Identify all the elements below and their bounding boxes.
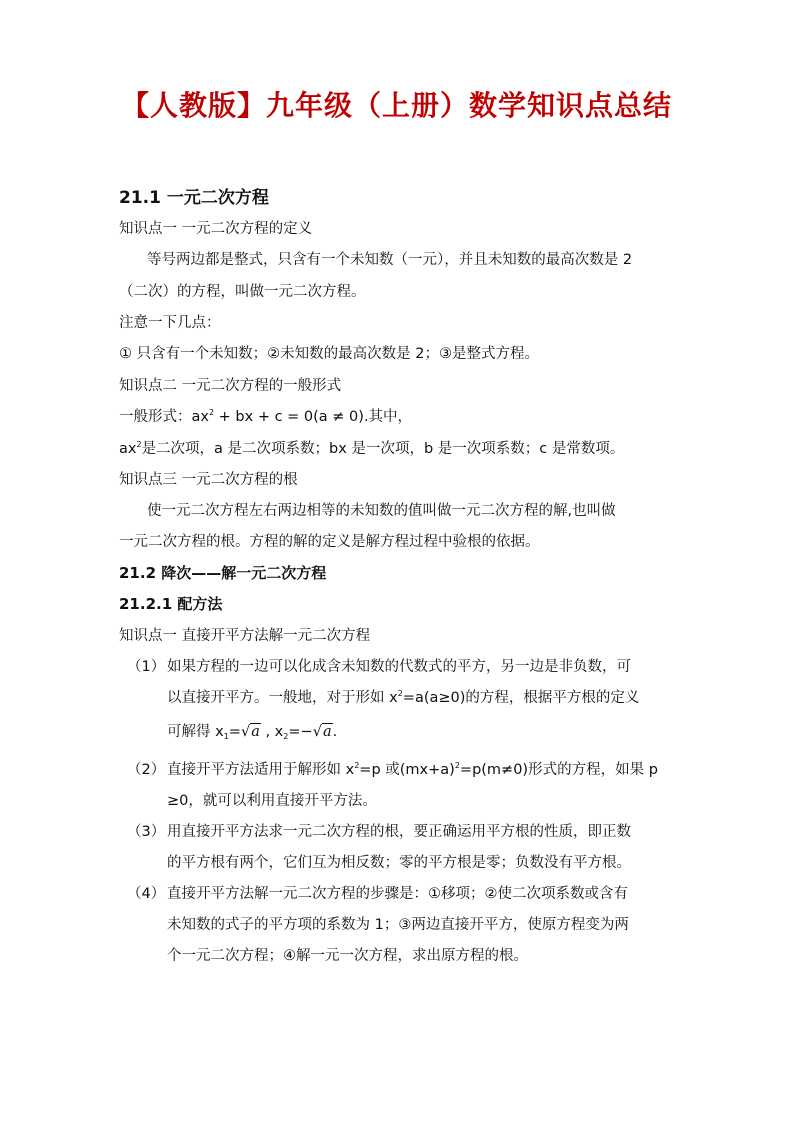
terms-line	[119, 437, 624, 458]
text-run: + bx + c = 0(a ≠ 0).其中，	[214, 409, 413, 425]
superscript: 2	[454, 761, 460, 770]
text-run: , x	[260, 724, 284, 740]
text-run: ax	[119, 441, 137, 457]
text-run: 是二次项，a 是二次项系数；bx 是一次项，b 是一次项系数；c 是常数项。	[141, 441, 625, 457]
radicand: a	[251, 724, 260, 740]
text-run: .	[332, 724, 338, 740]
superscript: 2	[208, 408, 215, 417]
superscript: 2	[136, 440, 142, 449]
text-run: 直接开平方法适用于解形如 x	[167, 762, 355, 778]
text-run: 可解得 x	[167, 724, 224, 740]
superscript: 2	[397, 689, 403, 698]
paragraph-line: 等号两边都是整式，只含有一个未知数（一元），并且未知数的最高次数是 2	[147, 252, 633, 268]
list-item-line: 的平方根有两个，它们互为相反数；零的平方根是零；负数没有平方根。	[167, 855, 631, 871]
text-run: =	[228, 724, 241, 740]
general-form-line	[119, 405, 412, 426]
item-number: （4）	[127, 886, 166, 902]
text-run: =a(a≥0)的方程，根据平方根的定义	[402, 690, 640, 706]
list-item-line: 用直接开平方法求一元二次方程的根，要正确运用平方根的性质，即正数	[167, 824, 631, 840]
text-run: =−	[288, 724, 313, 740]
knowledge-point-title: 知识点一 直接开平方法解一元二次方程	[119, 628, 371, 644]
section-heading-21-2: 21.2 降次——解一元二次方程	[119, 564, 327, 582]
paragraph-line: （二次）的方程，叫做一元二次方程。	[119, 284, 366, 300]
paragraph-line: 使一元二次方程左右两边相等的未知数的值叫做一元二次方程的解,也叫做	[147, 503, 616, 519]
list-item-line: 如果方程的一边可以化成含未知数的代数式的平方，另一边是非负数，可	[167, 659, 631, 675]
subscript: 1	[223, 732, 229, 741]
knowledge-point-2-title: 知识点二 一元二次方程的一般形式	[119, 378, 342, 394]
text-run: 以直接开平方。一般地，对于形如 x	[167, 690, 398, 706]
item-number: （1）	[127, 659, 166, 675]
note-title: 注意一下几点：	[119, 315, 221, 331]
list-item-line: 直接开平方法解一元二次方程的步骤是：①移项；②使二次项系数或含有	[167, 886, 628, 902]
list-item-line: 个一元二次方程；④解一元一次方程，求出原方程的根。	[167, 948, 528, 964]
superscript: 2	[354, 761, 360, 770]
square-root-radical: √a	[312, 724, 332, 740]
list-item-line	[167, 686, 639, 707]
section-heading-21-1: 21.1 一元二次方程	[119, 188, 269, 208]
solution-formula-line	[167, 720, 337, 741]
paragraph-line: 一元二次方程的根。方程的解的定义是解方程过程中验根的依据。	[119, 534, 540, 550]
subscript: 2	[283, 732, 289, 741]
note-body: ① 只含有一个未知数；②未知数的最高次数是 2；③是整式方程。	[119, 346, 539, 362]
section-heading-21-2-1: 21.2.1 配方法	[119, 595, 223, 613]
item-number: （3）	[127, 824, 166, 840]
square-root-radical: √a	[240, 724, 260, 740]
knowledge-point-3-title: 知识点三 一元二次方程的根	[119, 472, 298, 488]
text-run: =p 或(mx+a)	[359, 762, 455, 778]
text-run: 一般形式：ax	[119, 409, 209, 425]
document-title: 【人教版】九年级（上册）数学知识点总结	[120, 89, 672, 122]
text-run: =p(m≠0)形式的方程，如果 p	[459, 762, 658, 778]
knowledge-point-1-title: 知识点一 一元二次方程的定义	[119, 221, 313, 237]
list-item-line: ≥0，就可以利用直接开平方法。	[167, 793, 377, 809]
item-number: （2）	[127, 762, 166, 778]
list-item-line: 未知数的式子的平方项的系数为 1；③两边直接开平方，使原方程变为两	[167, 917, 629, 933]
list-item-line	[167, 758, 658, 779]
radicand: a	[322, 724, 332, 740]
